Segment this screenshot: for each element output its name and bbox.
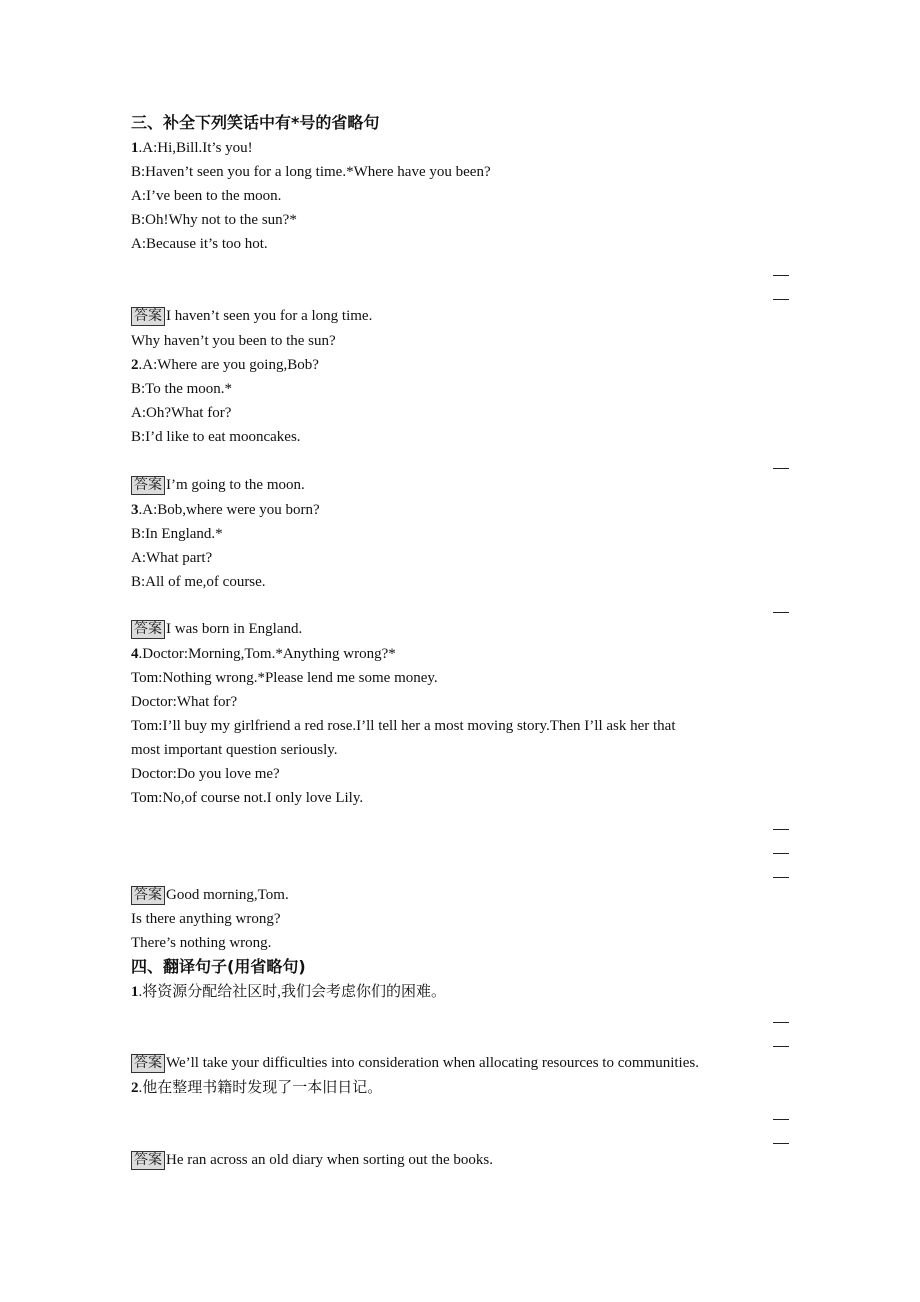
q1-line-2: B:Haven’t seen you for a long time.*Where have you been? [131, 164, 491, 180]
answer-blank [773, 299, 789, 300]
answer-tag: 答案 [131, 886, 165, 905]
q1-line-3: A:I’ve been to the moon. [131, 188, 282, 204]
s4-q2-number: 2 [131, 1080, 139, 1096]
q4-line-5: most important question seriously. [131, 742, 338, 758]
q4-number: 4 [131, 646, 139, 662]
q4-line-7: Tom:No,of course not.I only love Lily. [131, 790, 364, 806]
q3-answer-1: 答案 I was born in England. [131, 620, 302, 639]
s4-q2-answer: 答案 He ran across an old diary when sorting out the books. [131, 1151, 493, 1170]
q2-line-1: 2.A:Where are you going,Bob? [131, 357, 319, 373]
q2-line-3: A:Oh?What for? [131, 405, 232, 421]
answer-blank [773, 612, 789, 613]
answer-blank [773, 1143, 789, 1144]
q3-number: 3 [131, 502, 139, 518]
q4-answer-3: There’s nothing wrong. [131, 935, 272, 951]
q2-number: 2 [131, 357, 139, 373]
q1-line-5: A:Because it’s too hot. [131, 236, 268, 252]
answer-blank [773, 275, 789, 276]
answer-tag: 答案 [131, 1054, 165, 1073]
s4-q1-text: 1.将资源分配给社区时,我们会考虑你们的困难。 [131, 984, 447, 1000]
answer-tag: 答案 [131, 620, 165, 639]
q1-number: 1 [131, 140, 139, 156]
q4-line-3: Doctor:What for? [131, 694, 238, 710]
answer-blank [773, 1046, 789, 1047]
q3-line-3: A:What part? [131, 550, 213, 566]
q1-line-1: 1.A:Hi,Bill.It’s you! [131, 140, 253, 156]
answer-tag: 答案 [131, 307, 165, 326]
q4-line-6: Doctor:Do you love me? [131, 766, 280, 782]
q3-line-4: B:All of me,of course. [131, 574, 266, 590]
q4-answer-2: Is there anything wrong? [131, 911, 281, 927]
q1-answer-2: Why haven’t you been to the sun? [131, 333, 336, 349]
q4-line-2: Tom:Nothing wrong.*Please lend me some money. [131, 670, 438, 686]
answer-blank [773, 877, 789, 878]
q1-line-4: B:Oh!Why not to the sun?* [131, 212, 297, 228]
answer-tag: 答案 [131, 1151, 165, 1170]
s4-q1-answer: 答案 We’ll take your difficulties into consideration when allocating resources to communities. [131, 1054, 699, 1073]
q4-answer-1: 答案 Good morning,Tom. [131, 886, 289, 905]
answer-tag: 答案 [131, 476, 165, 495]
section-3-title: 三、补全下列笑话中有*号的省略句 [131, 113, 380, 132]
q2-line-2: B:To the moon.* [131, 381, 233, 397]
q2-answer-1: 答案 I’m going to the moon. [131, 476, 305, 495]
answer-blank [773, 1022, 789, 1023]
s4-q2-text: 2.他在整理书籍时发现了一本旧日记。 [131, 1080, 383, 1096]
answer-blank [773, 853, 789, 854]
q1-answer-1: 答案 I haven’t seen you for a long time. [131, 307, 372, 326]
q2-line-4: B:I’d like to eat mooncakes. [131, 429, 301, 445]
section-4-title: 四、翻译句子(用省略句) [131, 957, 306, 976]
q4-line-1: 4.Doctor:Morning,Tom.*Anything wrong?* [131, 646, 396, 662]
q3-line-2: B:In England.* [131, 526, 223, 542]
answer-blank [773, 468, 789, 469]
q4-line-4: Tom:I’ll buy my girlfriend a red rose.I’ll tell her a most moving story.Then I’ll ask her that [131, 718, 676, 734]
answer-blank [773, 1119, 789, 1120]
s4-q1-number: 1 [131, 984, 139, 1000]
answer-blank [773, 829, 789, 830]
q3-line-1: 3.A:Bob,where were you born? [131, 502, 320, 518]
